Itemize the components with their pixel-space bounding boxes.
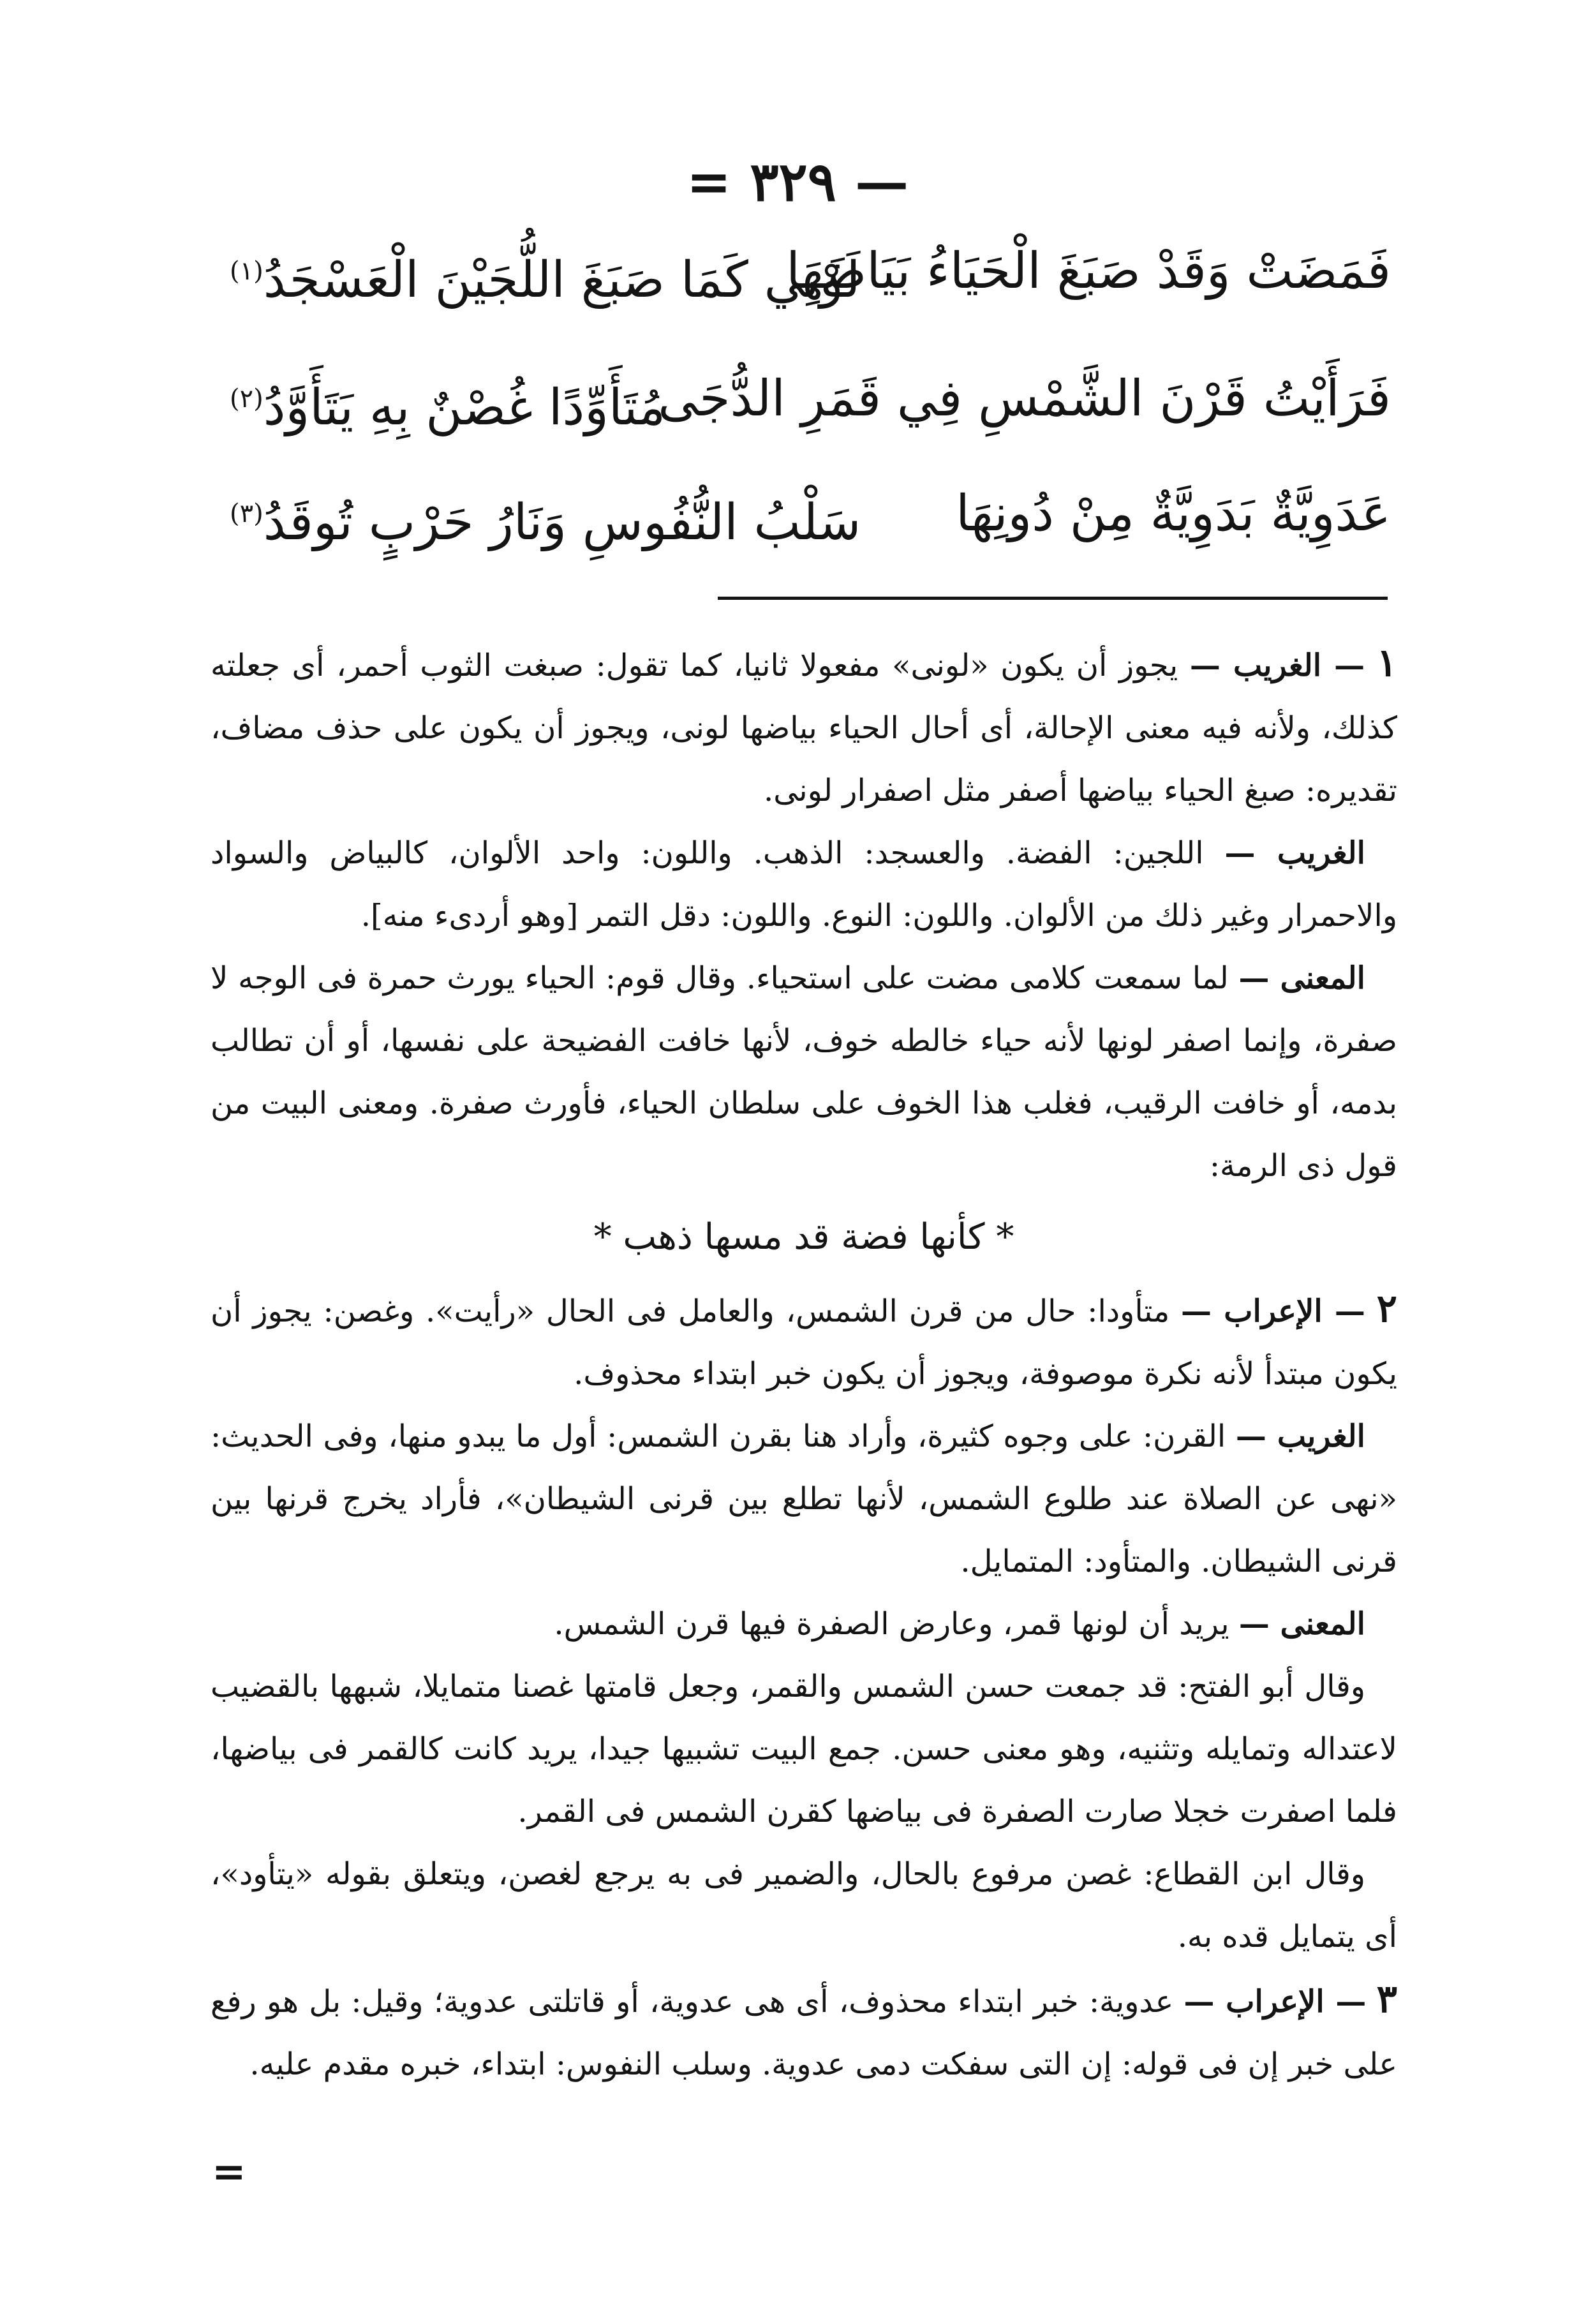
footnote-divider [718,597,1388,600]
note-text: متأودا: حال من قرن الشمس، والعامل فى الحال «رأيت». وغصن: يجوز أن يكون مبتدأ لأنه نكرة موصوفة، ويجوز أن يكون خبر ابتداء محذوف. [211,1293,1397,1392]
note-text: القرن: على وجوه كثيرة، وأراد هنا بقرن الشمس: أول ما يبدو منها، وفى الحديث: «نهى عن الصلاة عند طلوع الشمس، لأنها تطلع بين قرنى الشيطان»، فأراد يخرج قرنها بين قرنى الشيطان. والمتأود: المتمايل. [211,1419,1397,1579]
verse-first-hemistich: عَدَوِيَّةٌ بَدَوِيَّةٌ مِنْ دُونِهَا [956,485,1391,542]
note-term: الغريب — [1235,1419,1365,1454]
footnote-paragraph [211,1968,1397,2096]
page-number: — ٣٢٩ = [686,150,909,213]
verse-second-hemistich: سَلْبُ النُّفُوسِ وَنَارُ حَرْبٍ تُوقَدُ$^{(٣)}$ [230,494,861,551]
footnote-ref: (٢) [230,384,263,413]
note-term: — الغريب — [1189,648,1365,683]
footnote-ref: (١) [230,257,263,286]
note-text: عدوية: خبر ابتداء محذوف، أى هى عدوية، أو قاتلتى عدوية؛ وقيل: بل هو رفع على خبر إن فى قوله: إن التى سفكت دمى عدوية. وسلب النفوس: ابتداء، خبره مقدم عليه. [211,1984,1397,2082]
verse-first-hemistich: فَرَأَيْتُ قَرْنَ الشَّمْسِ فِي قَمَرِ الدُّجَى [658,370,1391,428]
verse-second-hemistich: لَوْنِي كَمَا صَبَغَ اللُّجَيْنَ الْعَسْجَدُ$^{(١)}$ [230,251,861,309]
note-term: — الإعراب — [1183,1984,1367,2020]
footnote-paragraph [211,632,1397,822]
note-text: يجوز أن يكون «لونى» مفعولا ثانيا، كما تقول: صبغت الثوب أحمر، أى جعلته كذلك، ولأنه فيه معنى الإحالة، أى أحال الحياء بياضها لونى، ويجوز أن يكون على حذف مضاف، تقديره: صبغ الحياء بياضها أصفر مثل اصفرار لونى. [211,648,1397,808]
footnote-paragraph: وقال ابن القطاع: غصن مرفوع بالحال، والضمير فى به يرجع لغصن، ويتعلق بقوله «يتأود»، أى يتمايل قده به. [211,1856,1397,1955]
footnote-paragraph [211,1405,1397,1593]
end-mark: = [212,2148,246,2196]
verse-second-hemistich: مُتَأَوِّدًا غُصْنٌ بِهِ يَتَأَوَّدُ$^{(٢)}$ [230,379,665,436]
footnote-paragraph [211,1277,1397,1405]
note-text: لما سمعت كلامى مضت على استحياء. وقال قوم: الحياء يورث حمرة فى الوجه لا صفرة، وإنما اصفر لونها لأنه حياء خالطه خوف، لأنها خافت الفضيحة على نفسها، أو أن تطالب بدمه، أو خافت الرقيب، فغلب هذا الخوف على سلطان الحياء، فأورث صفرة. ومعنى البيت من قول ذى الرمة: [211,960,1398,1184]
footnote-paragraph [211,822,1397,947]
note-term: المعنى — [1238,960,1365,996]
quoted-hemistich: * كأنها فضة قد مسها ذهب * [593,1216,1014,1258]
footnote-paragraph [211,947,1397,1197]
verse-first-hemistich: فَمَضَتْ وَقَدْ صَبَغَ الْحَيَاءُ بَيَاضَهَا [786,242,1391,300]
footnote-paragraph [211,1593,1397,1655]
footnote-paragraph: وقال أبو الفتح: قد جمعت حسن الشمس والقمر، وجعل قامتها غصنا متمايلا، شبهها بالقضيب لاعتداله وتمايله وتثنيه، وهو معنى حسن. جمع البيت تشبيها جيدا، يريد كانت كالقمر فى بياضها، فلما اصفرت خجلا صارت الصفرة فى بياضها كقرن الشمس فى القمر. [211,1669,1397,1829]
footnote-number: ٢ [1376,1286,1397,1331]
footnote-number: ٣ [1376,1977,1397,2022]
footnote-number: ١ [1376,641,1398,685]
footnote-ref: (٣) [230,499,263,528]
verse-line [230,469,1391,558]
note-text: يريد أن لونها قمر، وعارض الصفرة فيها قرن الشمس. [554,1606,1229,1642]
verse-line [230,227,1391,316]
note-text: اللجين: الفضة. والعسجد: الذهب. واللون: واحد الألوان، كالبياض والسواد والاحمرار وغير ذلك من الألوان. واللون: النوع. واللون: دقل التمر [وهو أردىء منه]. [211,835,1397,934]
note-term: المعنى — [1238,1606,1365,1642]
note-term: — الإعراب — [1181,1293,1365,1329]
footnotes [211,632,1397,2096]
verse-line [230,354,1391,443]
note-term: الغريب — [1224,835,1365,871]
